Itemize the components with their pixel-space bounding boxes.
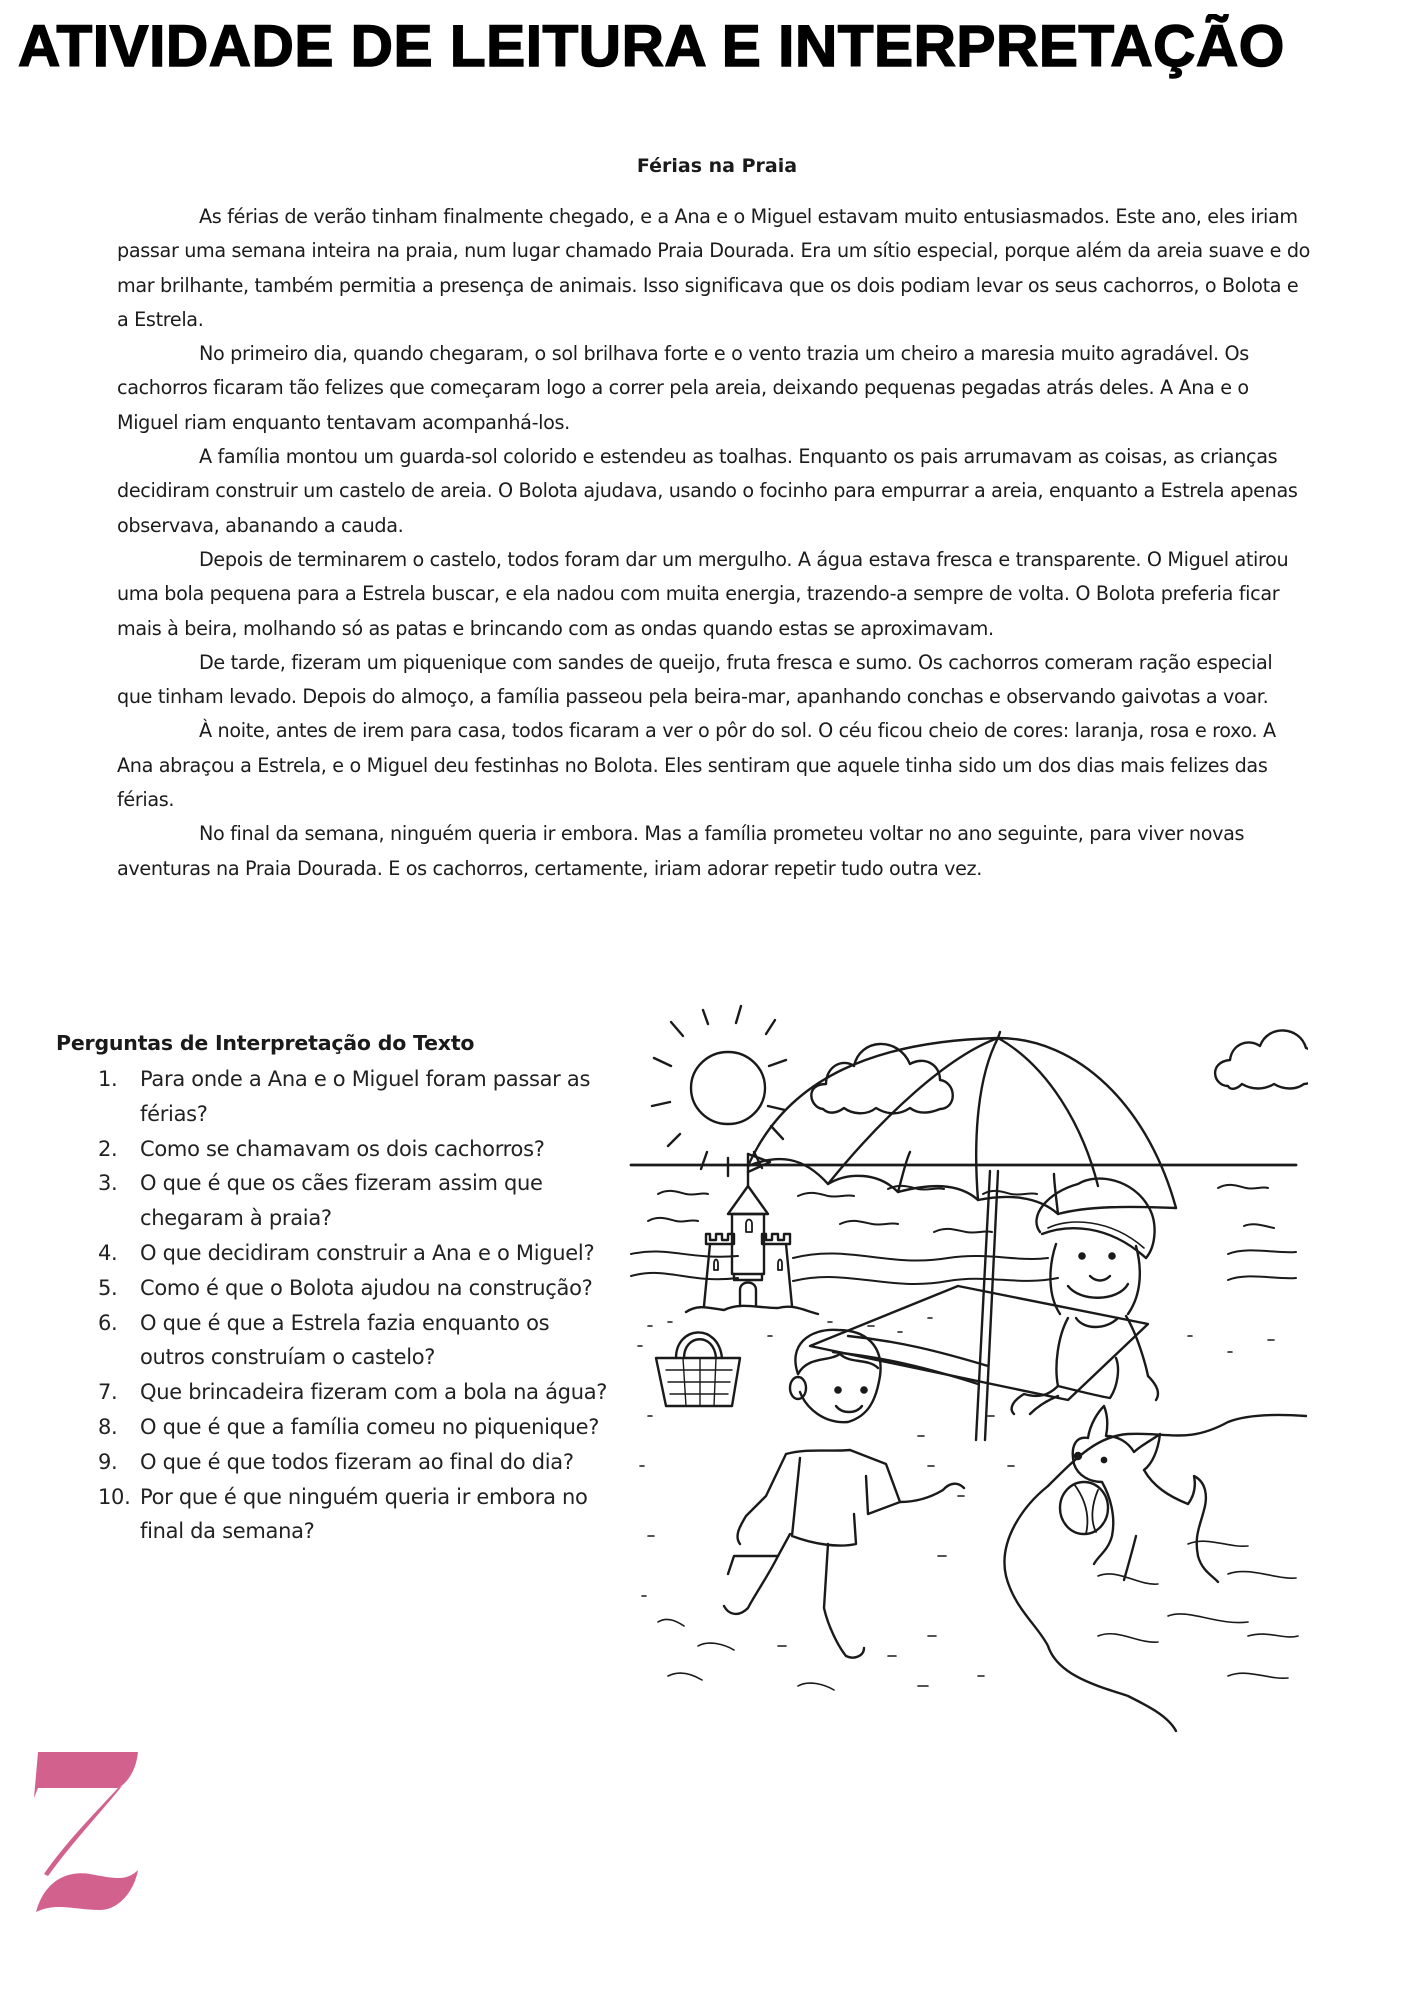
question-item xyxy=(56,1306,616,1376)
question-number: 9. xyxy=(98,1449,118,1474)
cloud-icon xyxy=(1215,1030,1308,1088)
story-paragraph: No final da semana, ninguém queria ir embora. Mas a família prometeu voltar no ano seguinte, para viver novas aventuras na Praia Dourada. E os cachorros, certamente, iriam adorar repetir tudo outra vez. xyxy=(117,822,1245,880)
question-text: O que é que a família comeu no piquenique? xyxy=(140,1414,600,1439)
question-number: 10. xyxy=(98,1484,131,1509)
questions-list xyxy=(56,1062,616,1549)
story-text xyxy=(117,200,1313,886)
story-paragraph: A família montou um guarda-sol colorido e estendeu as toalhas. Enquanto os pais arrumavam as coisas, as crianças decidiram construir um castelo de areia. O Bolota ajudava, usando o focinho para empurrar a areia, enquanto a Estrela apenas observava, abanando a cauda. xyxy=(117,445,1298,537)
question-text: Por que é que ninguém queria ir embora no final da semana? xyxy=(140,1484,588,1544)
sandcastle-icon xyxy=(686,1154,818,1314)
question-number: 4. xyxy=(98,1240,118,1265)
question-number: 8. xyxy=(98,1414,118,1439)
z-logo-icon xyxy=(26,1752,148,1917)
running-boy-icon xyxy=(724,1330,964,1658)
question-item xyxy=(56,1480,616,1550)
question-number: 1. xyxy=(98,1067,118,1091)
question-item xyxy=(56,1445,616,1480)
story-paragraph: De tarde, fizeram um piquenique com sandes de queijo, fruta fresca e sumo. Os cachorros comeram ração especial que tinham levado. Depois do almoço, a família passeou pela beira-mar, apanhando conchas e observando gaivotas a voar. xyxy=(117,650,1273,709)
questions-heading: Perguntas de Interpretação do Texto xyxy=(56,1031,475,1055)
question-item xyxy=(56,1236,616,1271)
page-title: ATIVIDADE DE LEITURA E INTERPRETAÇÃO xyxy=(18,14,1285,79)
question-number: 7. xyxy=(98,1380,118,1405)
girl-with-hat-icon xyxy=(1012,1179,1158,1414)
question-text: O que é que todos fizeram ao final do dia? xyxy=(140,1449,574,1474)
question-number: 3. xyxy=(98,1171,118,1196)
question-item xyxy=(56,1375,616,1410)
story-paragraph: Depois de terminarem o castelo, todos foram dar um mergulho. A água estava fresca e transparente. O Miguel atirou uma bola pequena para a Estrela buscar, e ela nadou com muita energia, trazendo-a sempre de volta. O Bolota preferia ficar mais à beira, molhando só as patas e brincando com as ondas quando estas se aproximavam. xyxy=(117,547,1289,640)
story-title: Férias na Praia xyxy=(636,155,798,177)
dog-with-ball-icon xyxy=(1060,1406,1218,1582)
question-item xyxy=(56,1271,616,1306)
story-paragraph: À noite, antes de irem para casa, todos ficaram a ver o pôr do sol. O céu ficou cheio de cores: laranja, rosa e roxo. A Ana abraçou a Estrela, e o Miguel deu festinhas no Bolota. Eles sentiram que aquele tinha sido um dos dias mais felizes das férias. xyxy=(117,719,1276,812)
question-number: 2. xyxy=(98,1136,118,1161)
question-item xyxy=(56,1062,616,1132)
question-text: O que é que a Estrela fazia enquanto os outros construíam o castelo? xyxy=(140,1310,550,1370)
question-number: 6. xyxy=(98,1310,118,1335)
question-item xyxy=(56,1166,616,1236)
question-text: Que brincadeira fizeram com a bola na água? xyxy=(140,1380,608,1405)
story-paragraph: As férias de verão tinham finalmente chegado, e a Ana e o Miguel estavam muito entusiasmados. Este ano, eles iriam passar uma semana inteira na praia, num lugar chamado Praia Dourada. Era um sítio especial, porque além da areia suave e do mar brilhante, também permitia a presença de animais. Isso significava que os dois podiam levar os seus cachorros, o Bolota e a Estrela. xyxy=(117,205,1311,331)
question-text: O que é que os cães fizeram assim que chegaram à praia? xyxy=(140,1171,543,1231)
story-paragraph: No primeiro dia, quando chegaram, o sol brilhava forte e o vento trazia um cheiro a maresia muito agradável. Os cachorros ficaram tão felizes que começaram logo a correr pela areia, deixando pequenas pegadas atrás deles. A Ana e o Miguel riam enquanto tentavam acompanhá-los. xyxy=(117,342,1249,434)
question-text: Como é que o Bolota ajudou na construção? xyxy=(140,1275,593,1300)
question-item xyxy=(56,1132,616,1167)
question-item xyxy=(56,1410,616,1445)
question-text: Como se chamavam os dois cachorros? xyxy=(140,1136,545,1161)
sun-icon xyxy=(652,1006,786,1176)
question-number: 5. xyxy=(98,1275,118,1300)
question-text: O que decidiram construir a Ana e o Miguel? xyxy=(140,1240,595,1265)
beach-scene-illustration xyxy=(628,996,1308,1741)
picnic-basket-icon xyxy=(656,1332,740,1406)
question-text: Para onde a Ana e o Miguel foram passar as férias? xyxy=(140,1067,591,1126)
